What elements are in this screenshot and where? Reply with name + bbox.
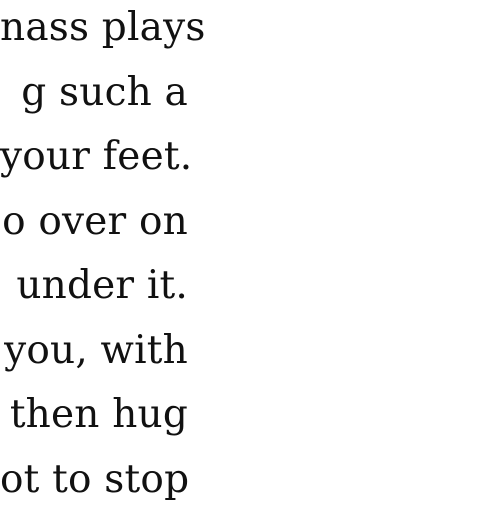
text-line-3: your feet. (0, 134, 193, 179)
text-line-6: you, with (4, 327, 188, 373)
text-line-8: ot to stop (0, 456, 190, 502)
text-line-4: o over on (2, 198, 188, 244)
text-column (0, 4, 206, 512)
text-line-5: under it. (16, 263, 188, 308)
text-line-1: nass plays (0, 5, 206, 50)
text-line-7: then hug (9, 392, 188, 437)
text-line-2: g such a (21, 69, 188, 115)
